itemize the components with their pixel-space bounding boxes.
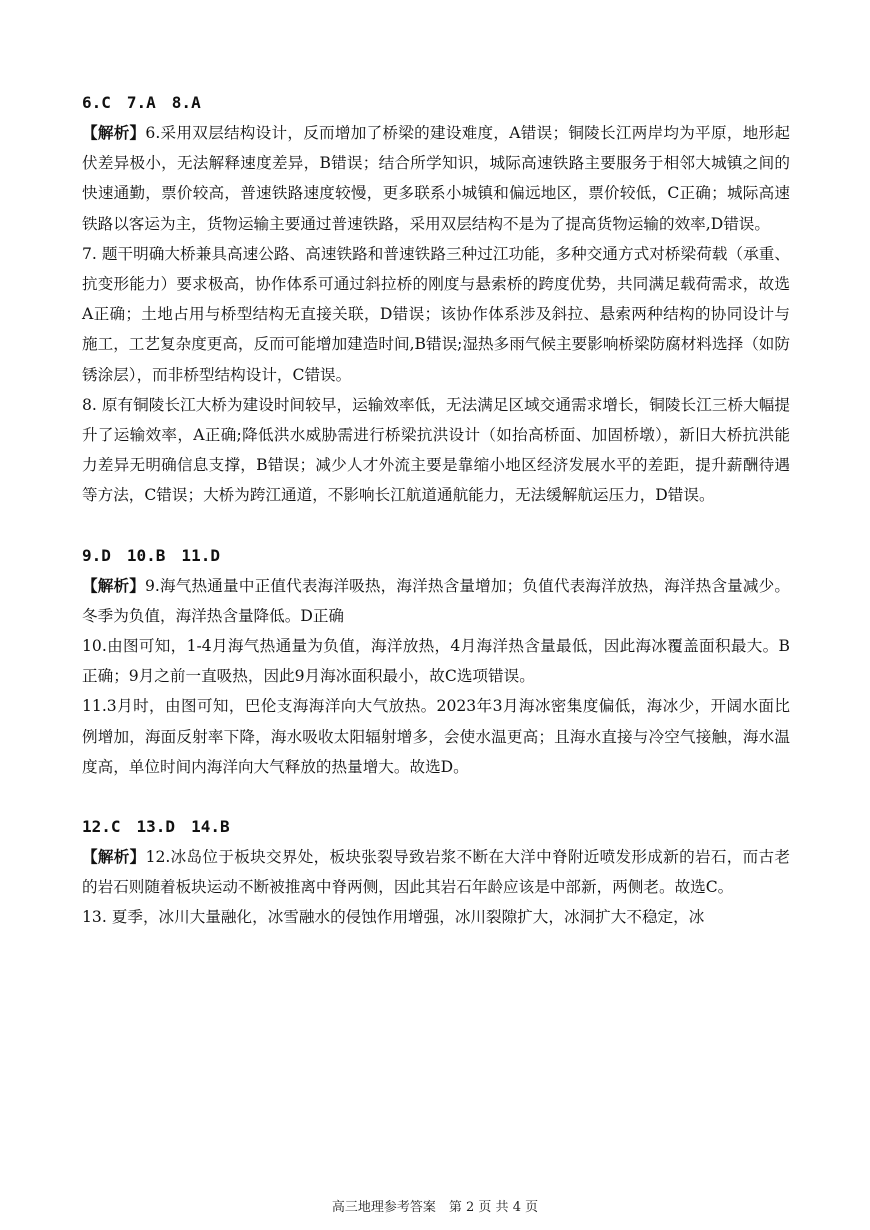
- analysis-paragraph: [82, 571, 790, 631]
- analysis-text: 11.3月时，由图可知，巴伦支海海洋向大气放热。2023年3月海冰密集度偏低，海冰少，开阔水面比例增加，海面反射率下降，海水吸收太阳辐射增多，会使水温更高；且海水直接与冷空气接触，海水温度高，单位时间内海洋向大气释放的热量增大。故选D。: [82, 697, 790, 776]
- analysis-paragraph: [82, 842, 790, 902]
- answer-section-2: [82, 541, 790, 782]
- analysis-text: 7. 题干明确大桥兼具高速公路、高速铁路和普速铁路三种过江功能，多种交通方式对桥梁荷载（承重、抗变形能力）要求极高，协作体系可通过斜拉桥的刚度与悬索桥的跨度优势，共同满足载荷需求，故选A正确；土地占用与桥型结构无直接关联，D错误；该协作体系涉及斜拉、悬索两种结构的协同设计与施工，工艺复杂度更高，反而可能增加建造时间,B错误;湿热多雨气候主要影响桥梁防腐材料选择（如防锈涂层），而非桥型结构设计，C错误。: [82, 244, 790, 384]
- analysis-text: 8. 原有铜陵长江大桥为建设时间较早，运输效率低，无法满足区域交通需求增长，铜陵长江三桥大幅提升了运输效率，A正确;降低洪水威胁需进行桥梁抗洪设计（如抬高桥面、加固桥墩），新旧大桥抗洪能力差异无明确信息支撑，B错误；减少人才外流主要是靠缩小地区经济发展水平的差距，提升薪酬待遇等方法，C错误；大桥为跨江通道，不影响长江航道通航能力，无法缓解航运压力，D错误。: [82, 395, 790, 505]
- analysis-text: 9.海气热通量中正值代表海洋吸热，海洋热含量增加；负值代表海洋放热，海洋热含量减少。冬季为负值，海洋热含量降低。D正确: [82, 576, 790, 625]
- analysis-paragraph: [82, 239, 790, 390]
- analysis-label: 【解析】: [82, 575, 146, 595]
- analysis-text: 13. 夏季，冰川大量融化，冰雪融水的侵蚀作用增强，冰川裂隙扩大，冰洞扩大不稳定，冰: [82, 908, 705, 927]
- document-body: [82, 88, 790, 933]
- analysis-paragraph: [82, 118, 790, 239]
- analysis-paragraph: [82, 691, 790, 782]
- answer-section-3: [82, 812, 790, 933]
- answer-key: 12.C 13.D 14.B: [82, 817, 230, 837]
- analysis-paragraph: [82, 631, 790, 691]
- section-spacer: [82, 511, 790, 541]
- analysis-text: 10.由图可知，1-4月海气热通量为负值，海洋放热，4月海洋热含量最低，因此海冰覆盖面积最大。B正确；9月之前一直吸热，因此9月海冰面积最小，故C选项错误。: [82, 637, 790, 686]
- analysis-text: 6.采用双层结构设计，反而增加了桥梁的建设难度，A错误；铜陵长江两岸均为平原，地形起伏差异极小，无法解释速度差异，B错误；结合所学知识，城际高速铁路主要服务于相邻大城镇之间的快速通勤，票价较高，普速铁路速度较慢，更多联系小城镇和偏远地区，票价较低，C正确；城际高速铁路以客运为主，货物运输主要通过普速铁路，采用双层结构不是为了提高货物运输的效率,D错误。: [82, 124, 790, 233]
- analysis-paragraph: [82, 390, 790, 511]
- answer-section-1: [82, 88, 790, 511]
- answer-key: 9.D 10.B 11.D: [82, 545, 220, 565]
- analysis-label: 【解析】: [82, 123, 146, 142]
- analysis-paragraph: [82, 902, 790, 932]
- page-footer: 高三地理参考答案 第 2 页 共 4 页: [331, 1200, 539, 1215]
- answer-key: 6.C 7.A 8.A: [82, 93, 201, 112]
- section-spacer: [82, 782, 790, 812]
- analysis-text: 12.冰岛位于板块交界处，板块张裂导致岩浆不断在大洋中脊附近喷发形成新的岩石，而古老的岩石则随着板块运动不断被推离中脊两侧，因此其岩石年龄应该是中部新，两侧老。故选C。: [82, 848, 790, 897]
- analysis-label: 【解析】: [82, 847, 146, 867]
